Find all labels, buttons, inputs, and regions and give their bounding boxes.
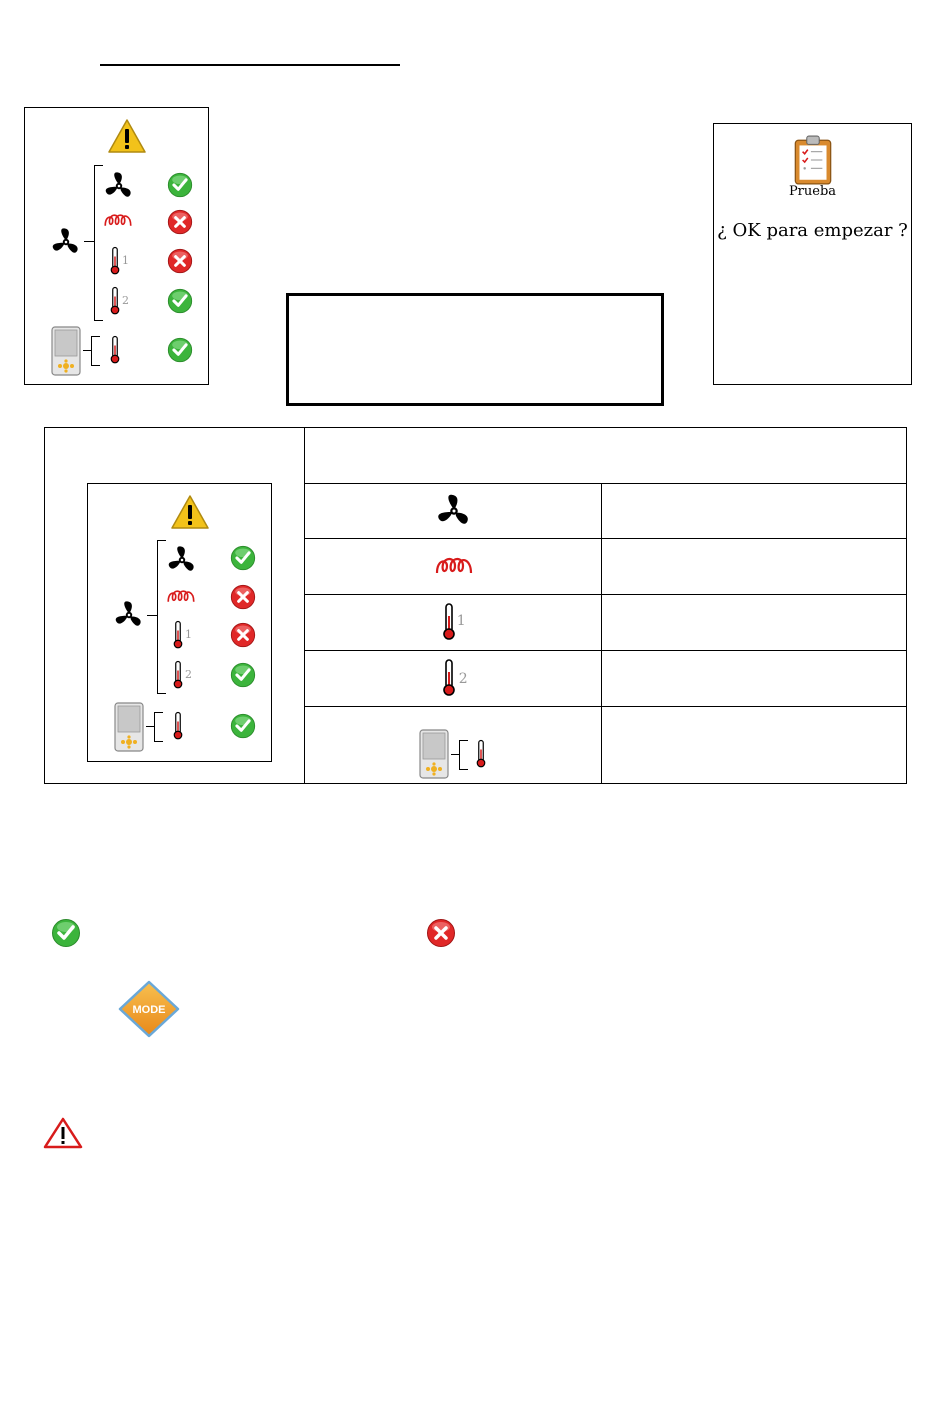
green-check-icon [230, 713, 256, 739]
heater-coil-icon [166, 588, 196, 605]
green-check-icon [167, 172, 193, 198]
thermometer-icon [109, 335, 121, 365]
connector-line [83, 350, 91, 351]
bracket [91, 336, 100, 366]
legend-desc-cell [602, 651, 907, 707]
caution-triangle-icon [43, 1117, 83, 1149]
red-x-icon [230, 622, 256, 648]
fan-icon [103, 170, 135, 202]
warning-triangle-icon [170, 494, 210, 530]
diagnostic-panel [24, 107, 209, 385]
legend-icon-cell [304, 539, 602, 595]
green-check-icon [167, 288, 193, 314]
bracket [459, 740, 468, 770]
warning-triangle-icon [107, 118, 147, 154]
probe-1-label: 1 [185, 628, 192, 641]
diagnostic-panel [87, 483, 272, 762]
legend-desc-cell [602, 484, 907, 539]
red-x-icon [230, 584, 256, 610]
mode-button-label: MODE [132, 1004, 166, 1016]
connector-line [84, 241, 94, 242]
heater-coil-icon [103, 212, 133, 229]
controller-device-icon [114, 702, 144, 752]
probe-1-label: 1 [456, 613, 466, 629]
green-check-icon [51, 918, 81, 948]
probe-2-label: 2 [122, 294, 129, 307]
thermometer-icon [172, 660, 184, 690]
legend-icon-cell [304, 707, 602, 784]
thermometer-icon [441, 658, 457, 698]
legend-table [44, 427, 907, 784]
mode-button-icon[interactable] [118, 980, 180, 1038]
legend-desc-cell [602, 595, 907, 651]
probe-2-label: 2 [185, 668, 192, 681]
fan-icon [113, 599, 145, 631]
fan-icon [435, 492, 473, 530]
bracket [94, 165, 103, 321]
test-label: Prueba [788, 184, 837, 199]
connector-line [147, 615, 157, 616]
legend-diagram-cell [45, 428, 305, 784]
bracket [154, 712, 163, 742]
ok-to-start-prompt: ¿ OK para empezar ? [717, 220, 908, 241]
thermometer-icon [109, 246, 121, 276]
clipboard-test-icon[interactable] [792, 134, 834, 186]
controller-device-icon [419, 729, 449, 779]
green-check-icon [230, 545, 256, 571]
legend-icon-cell [304, 651, 602, 707]
green-check-icon [230, 662, 256, 688]
controller-device-icon [51, 326, 81, 376]
fan-icon [50, 226, 82, 258]
fan-icon [166, 544, 198, 576]
green-check-icon [167, 337, 193, 363]
thermometer-icon [441, 602, 457, 642]
connector-line [146, 726, 154, 727]
thermometer-icon [172, 620, 184, 650]
message-box [286, 293, 664, 406]
red-x-icon [426, 918, 456, 948]
probe-2-label: 2 [458, 671, 468, 687]
connector-line [451, 754, 459, 755]
legend-icon-cell [304, 595, 602, 651]
bracket [157, 540, 166, 694]
heater-coil-icon [434, 555, 474, 577]
probe-1-label: 1 [122, 254, 129, 267]
legend-desc-cell [602, 539, 907, 595]
red-x-icon [167, 209, 193, 235]
heading-underline [100, 64, 400, 66]
legend-header-cell [304, 428, 906, 484]
legend-icon-cell [304, 484, 602, 539]
test-screen [713, 123, 912, 385]
thermometer-icon [475, 739, 487, 769]
thermometer-icon [109, 286, 121, 316]
legend-desc-cell [602, 707, 907, 784]
thermometer-icon [172, 711, 184, 741]
red-x-icon [167, 248, 193, 274]
